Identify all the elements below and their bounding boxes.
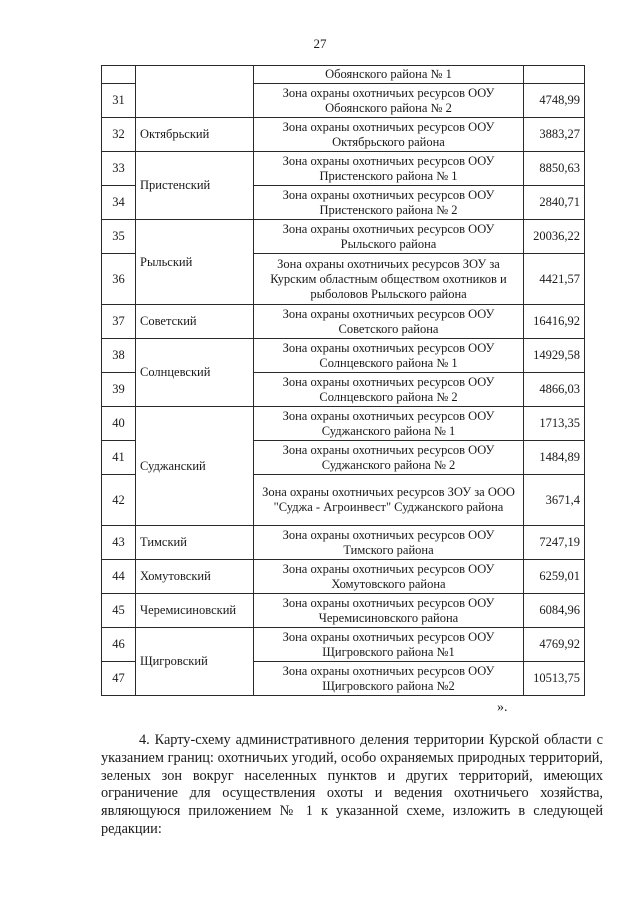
table-row <box>102 339 585 373</box>
area-cell: 4421,57 <box>524 254 585 305</box>
row-number: 46 <box>102 628 136 662</box>
area-cell: 16416,92 <box>524 305 585 339</box>
row-number: 42 <box>102 475 136 526</box>
area-cell: 4748,99 <box>524 84 585 118</box>
row-number: 47 <box>102 662 136 696</box>
zone-cell: Обоянского района № 1 <box>254 66 524 84</box>
zone-cell: Зона охраны охотничьих ресурсов ООУ Рыльского района <box>254 220 524 254</box>
table-row <box>102 560 585 594</box>
area-cell: 4769,92 <box>524 628 585 662</box>
zone-cell: Зона охраны охотничьих ресурсов ООУ Солнцевского района № 2 <box>254 373 524 407</box>
table-row <box>102 152 585 186</box>
zone-cell: Зона охраны охотничьих ресурсов ООУ Тимского района <box>254 526 524 560</box>
zone-cell: Зона охраны охотничьих ресурсов ЗОУ за Курским областным обществом охотников и рыболовов Рыльского района <box>254 254 524 305</box>
row-number: 32 <box>102 118 136 152</box>
area-cell: 6084,96 <box>524 594 585 628</box>
table-row <box>102 305 585 339</box>
zone-cell: Зона охраны охотничьих ресурсов ООУ Солнцевского района № 1 <box>254 339 524 373</box>
page-number: 27 <box>313 36 327 51</box>
row-number: 37 <box>102 305 136 339</box>
area-cell: 6259,01 <box>524 560 585 594</box>
district-cell: Солнцевский <box>136 339 254 407</box>
row-number: 38 <box>102 339 136 373</box>
zone-cell: Зона охраны охотничьих ресурсов ООУ Хомутовского района <box>254 560 524 594</box>
district-cell: Хомутовский <box>136 560 254 594</box>
district-cell: Щигровский <box>136 628 254 696</box>
zone-cell: Зона охраны охотничьих ресурсов ООУ Суджанского района № 2 <box>254 441 524 475</box>
table-row <box>102 594 585 628</box>
table-row <box>102 66 585 84</box>
area-cell: 7247,19 <box>524 526 585 560</box>
row-number: 44 <box>102 560 136 594</box>
closing-quote: ». <box>497 700 508 715</box>
district-cell: Октябрьский <box>136 118 254 152</box>
row-number: 39 <box>102 373 136 407</box>
area-cell: 14929,58 <box>524 339 585 373</box>
hunting-zones-table <box>101 65 585 696</box>
table-row <box>102 526 585 560</box>
row-number: 34 <box>102 186 136 220</box>
area-cell: 4866,03 <box>524 373 585 407</box>
district-cell: Советский <box>136 305 254 339</box>
district-cell: Черемисиновский <box>136 594 254 628</box>
table-row <box>102 118 585 152</box>
row-number: 41 <box>102 441 136 475</box>
zone-cell: Зона охраны охотничьих ресурсов ЗОУ за ООО "Суджа - Агроинвест" Суджанского района <box>254 475 524 526</box>
area-cell: 20036,22 <box>524 220 585 254</box>
district-cell: Тимский <box>136 526 254 560</box>
district-cell <box>136 66 254 118</box>
area-cell: 3883,27 <box>524 118 585 152</box>
row-number: 40 <box>102 407 136 441</box>
district-cell: Пристенский <box>136 152 254 220</box>
zone-cell: Зона охраны охотничьих ресурсов ООУ Пристенского района № 1 <box>254 152 524 186</box>
table-row <box>102 407 585 441</box>
row-number: 45 <box>102 594 136 628</box>
zone-cell: Зона охраны охотничьих ресурсов ООУ Октябрьского района <box>254 118 524 152</box>
row-number: 33 <box>102 152 136 186</box>
district-cell: Рыльский <box>136 220 254 305</box>
row-number: 43 <box>102 526 136 560</box>
area-cell: 1484,89 <box>524 441 585 475</box>
zone-cell: Зона охраны охотничьих ресурсов ООУ Щигровского района №1 <box>254 628 524 662</box>
area-cell <box>524 66 585 84</box>
area-cell: 3671,4 <box>524 475 585 526</box>
area-cell: 10513,75 <box>524 662 585 696</box>
zone-cell: Зона охраны охотничьих ресурсов ООУ Советского района <box>254 305 524 339</box>
body-paragraph: 4. Карту-схему административного деления территории Курской области с указанием границ: охотничьих угодий, особо охраняемых природных территорий, зеленых зон вокруг населенных пунктов и других территорий, имеющих ограничение для осуществления охоты и ведения охотничьего хозяйства, являющуюся приложением № 1 к указанной схеме, изложить в следующей редакции: <box>101 732 603 837</box>
zone-cell: Зона охраны охотничьих ресурсов ООУ Суджанского района № 1 <box>254 407 524 441</box>
zone-cell: Зона охраны охотничьих ресурсов ООУ Щигровского района №2 <box>254 662 524 696</box>
district-cell: Суджанский <box>136 407 254 526</box>
table-row <box>102 628 585 662</box>
row-number: 35 <box>102 220 136 254</box>
row-number: 31 <box>102 84 136 118</box>
area-cell: 8850,63 <box>524 152 585 186</box>
table-row <box>102 220 585 254</box>
row-number: 36 <box>102 254 136 305</box>
zone-cell: Зона охраны охотничьих ресурсов ООУ Пристенского района № 2 <box>254 186 524 220</box>
area-cell: 2840,71 <box>524 186 585 220</box>
row-number <box>102 66 136 84</box>
zone-cell: Зона охраны охотничьих ресурсов ООУ Обоянского района № 2 <box>254 84 524 118</box>
zone-cell: Зона охраны охотничьих ресурсов ООУ Черемисиновского района <box>254 594 524 628</box>
area-cell: 1713,35 <box>524 407 585 441</box>
